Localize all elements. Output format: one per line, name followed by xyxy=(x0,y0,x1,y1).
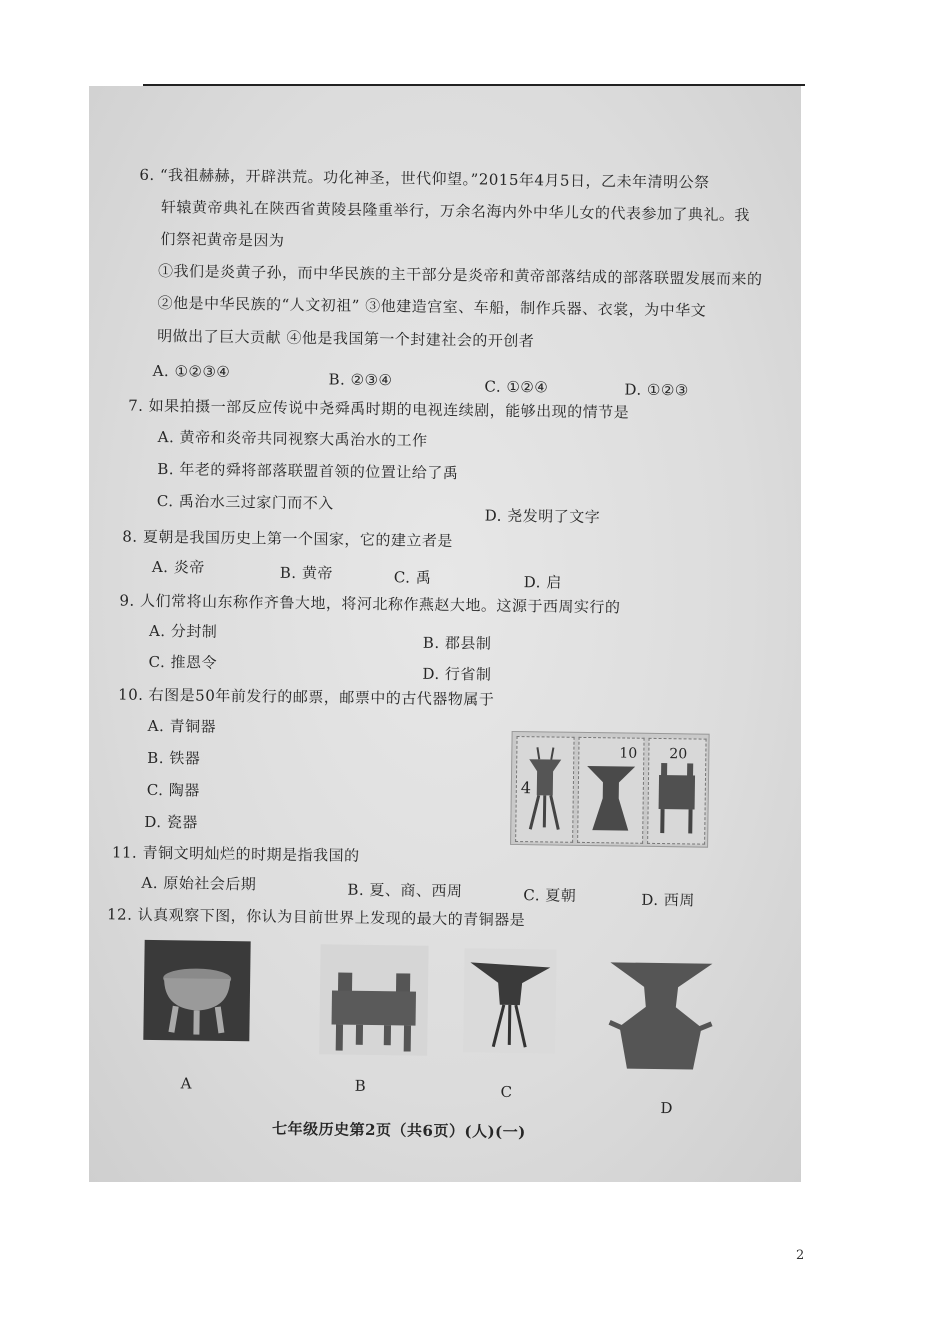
q11-option-b: B. 夏、商、西周 xyxy=(347,880,463,901)
q6-option-d: D. ①②③ xyxy=(624,380,689,400)
stamp-value-3: 20 xyxy=(669,746,688,763)
q7-option-a: A. 黄帝和炎帝共同视察大禹治水的工作 xyxy=(157,427,428,450)
figure-b-label: B xyxy=(354,1076,367,1095)
q10-option-d: D. 瓷器 xyxy=(144,812,198,832)
q8-stem: 8. 夏朝是我国历史上第一个国家，它的建立者是 xyxy=(122,527,454,551)
q6-option-a: A. ①②③④ xyxy=(152,361,231,381)
q11-option-a: A. 原始社会后期 xyxy=(141,873,257,894)
q11-option-d: D. 西周 xyxy=(641,890,695,910)
stamp-jue xyxy=(515,736,574,843)
q8-option-a: A. 炎帝 xyxy=(151,557,205,577)
figure-a-ding xyxy=(143,940,250,1041)
q9-option-b: B. 郡县制 xyxy=(422,633,492,653)
figure-d-label: D xyxy=(660,1099,674,1118)
stamp-zun xyxy=(577,737,644,844)
q9-stem: 9. 人们常将山东称作齐鲁大地，将河北称作燕赵大地。这源于西周实行的 xyxy=(119,591,621,617)
q6-line-3: 们祭祀黄帝是因为 xyxy=(160,229,285,250)
q6-line-1: 6. “我祖赫赫，开辟洪荒。功化神圣，世代仰望。”2015年4月5日，乙未年清明公祭 xyxy=(139,165,710,192)
q9-option-c: C. 推恩令 xyxy=(148,652,218,672)
q6-line-2: 轩辕黄帝典礼在陕西省黄陵县隆重举行，万余名海内外中华儿女的代表参加了典礼。我 xyxy=(160,197,751,225)
q11-option-c: C. 夏朝 xyxy=(523,886,577,905)
tripod-ding-icon xyxy=(143,940,250,1041)
q7-option-c: C. 禹治水三过家门而不入 xyxy=(156,491,334,513)
figure-a-label: A xyxy=(180,1074,193,1093)
figure-c-label: C xyxy=(500,1082,513,1101)
page-number: 2 xyxy=(796,1248,805,1263)
q7-option-b: B. 年老的舜将部落联盟首领的位置让给了禹 xyxy=(157,459,459,483)
q7-option-d: D. 尧发明了文字 xyxy=(484,506,601,527)
exam-content xyxy=(89,86,801,1182)
q10-stem: 10. 右图是50年前发行的邮票，邮票中的古代器物属于 xyxy=(117,685,495,709)
stamp-ding xyxy=(647,738,706,845)
q7-stem: 7. 如果拍摄一部反应传说中尧舜禹时期的电视连续剧，能够出现的情节是 xyxy=(128,396,630,422)
q6-option-b: B. ②③④ xyxy=(328,370,393,390)
q9-option-d: D. 行省制 xyxy=(422,664,492,684)
q8-option-c: C. 禹 xyxy=(393,568,432,587)
q9-option-a: A. 分封制 xyxy=(148,621,218,641)
q6-line-6: 明做出了巨大贡献 ④他是我国第一个封建社会的开创者 xyxy=(157,326,535,351)
q8-option-d: D. 启 xyxy=(523,573,562,592)
jue-icon xyxy=(463,948,556,1053)
figure-b-square-ding xyxy=(319,944,429,1055)
square-ding-icon xyxy=(319,944,429,1055)
q10-option-b: B. 铁器 xyxy=(147,748,201,768)
stamp-value-1: 4 xyxy=(520,778,532,798)
scanned-exam-page xyxy=(89,86,801,1182)
q6-line-5: ②他是中华民族的“人文初祖” ③他建造宫室、车船，制作兵器、衣裳，为中华文 xyxy=(157,293,707,320)
page-footer: 七年级历史第2页（共6页）(人)(一) xyxy=(271,1119,526,1142)
q10-option-c: C. 陶器 xyxy=(146,780,200,800)
q10-option-a: A. 青铜器 xyxy=(147,716,217,736)
q8-option-b: B. 黄帝 xyxy=(279,563,334,583)
stamps-image xyxy=(510,731,710,848)
figure-d-zun xyxy=(605,956,717,1076)
q6-line-4: ①我们是炎黄子孙，而中华民族的主干部分是炎帝和黄帝部落结成的部落联盟发展而来的 xyxy=(157,261,763,289)
q6-option-c: C. ①②④ xyxy=(484,377,549,397)
q11-stem: 11. 青铜文明灿烂的时期是指我国的 xyxy=(111,843,360,865)
stamp-value-2: 10 xyxy=(619,745,638,762)
figure-c-jue xyxy=(463,948,556,1053)
q12-stem: 12. 认真观察下图，你认为目前世界上发现的最大的青铜器是 xyxy=(106,905,526,930)
zun-icon xyxy=(605,956,717,1076)
